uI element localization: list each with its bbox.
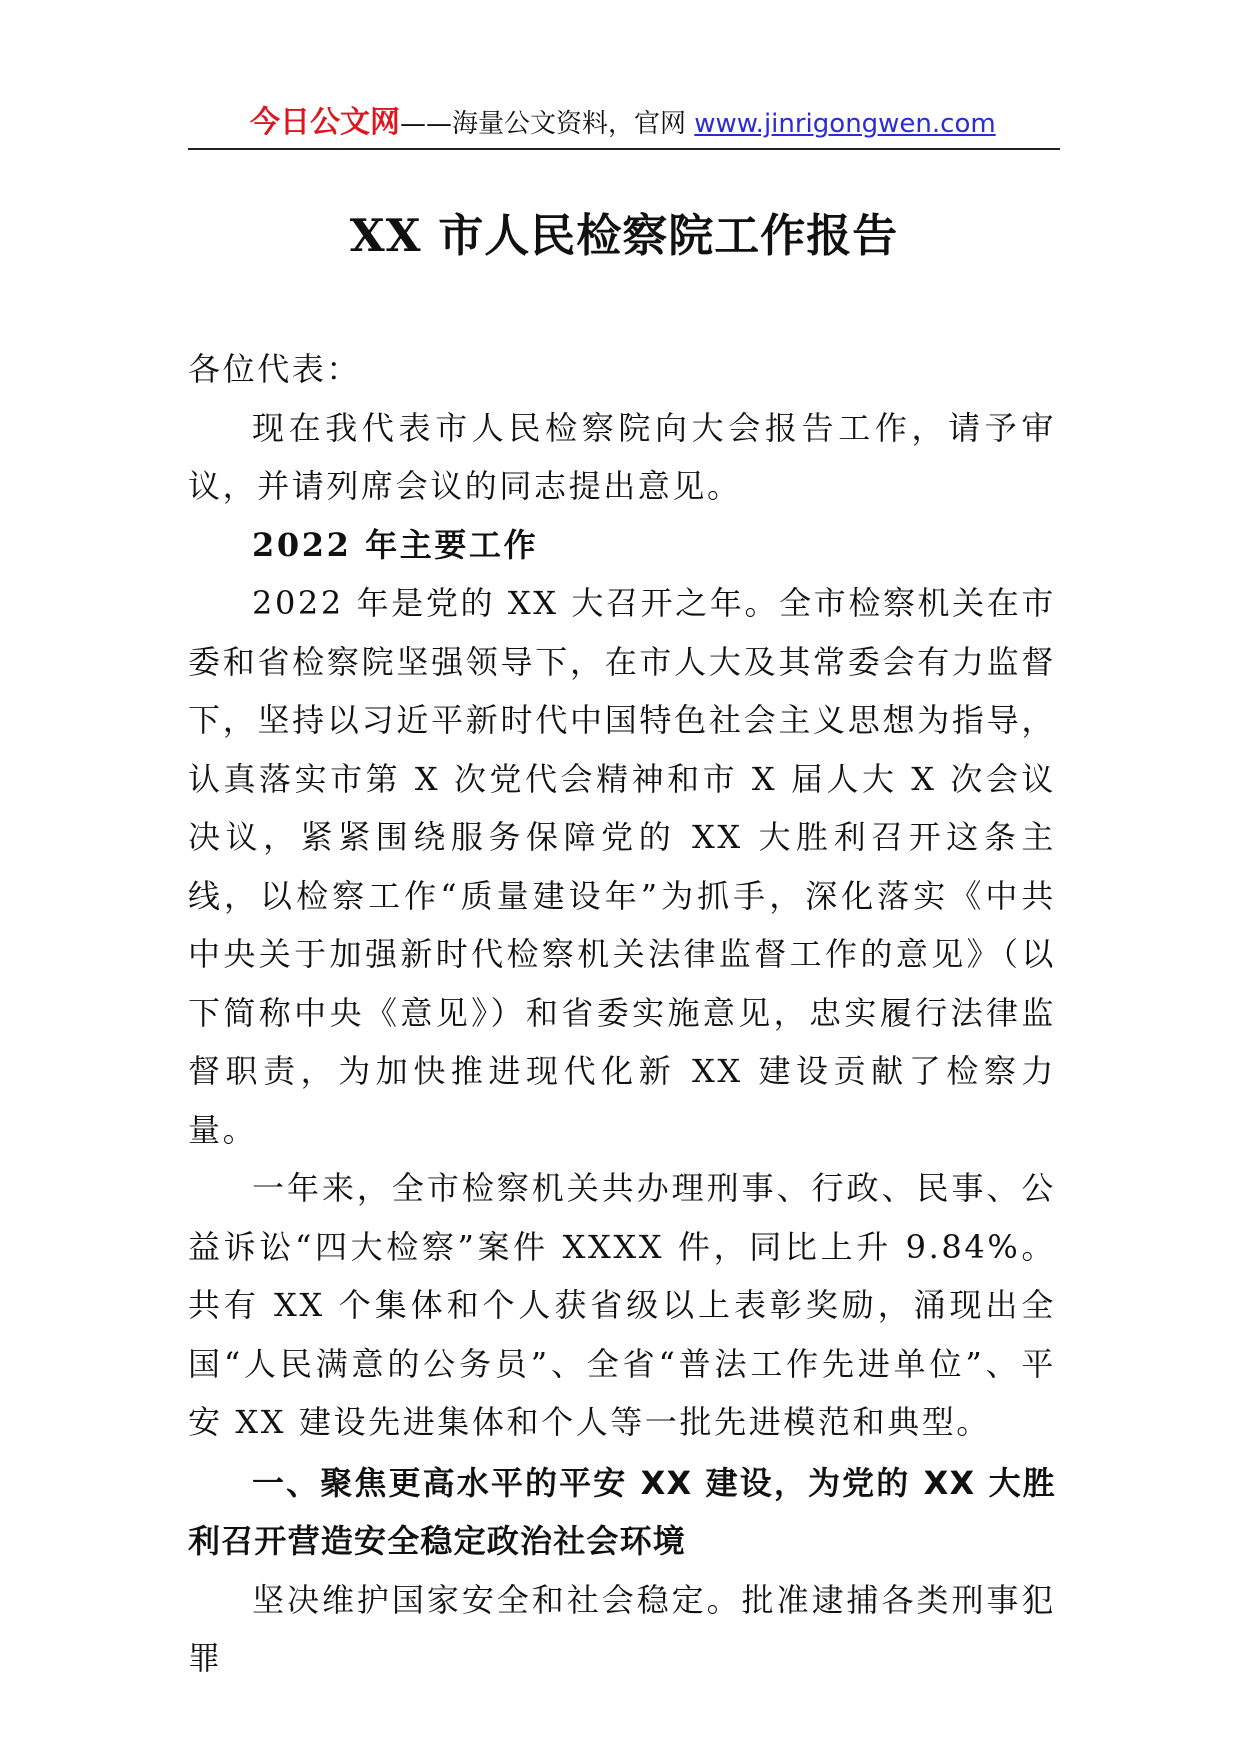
- page-header: [188, 96, 1060, 148]
- document-body: [188, 340, 1056, 1688]
- sub-heading: 2022 年主要工作: [252, 525, 539, 564]
- intro-paragraph: 现在我代表市人民检察院向大会报告工作，请予审议，并请列席会议的同志提出意见。: [188, 408, 1056, 505]
- header-tagline: ——海量公文资料，官网: [400, 109, 695, 139]
- paragraph-1: 2022 年是党的 XX 大召开之年。全市检察机关在市委和省检察院坚强领导下，在市人大及其常委会有力监督下，坚持以习近平新时代中国特色社会主义思想为指导，认真落实市第 X 次党代会精神和市 X 届人大 X 次会议决议，紧紧围绕服务保障党的 XX 大胜利召开这条主线，以检察工作“质量建设年”为抓手，深化落实《中共中央关于加强新时代检察机关法律监督工作的意见》（以下简称中央《意见》）和省委实施意见，忠实履行法律监督职责，为加快推进现代化新 XX 建设贡献了检察力量。: [188, 584, 1056, 1149]
- website-link[interactable]: www.jinrigongwen.com: [694, 109, 996, 139]
- document-title: XX 市人民检察院工作报告: [349, 209, 899, 262]
- section-1-heading: 一、聚焦更高水平的平安 XX 建设，为党的 XX 大胜利召开营造安全稳定政治社会环境: [188, 1463, 1056, 1560]
- salutation: 各位代表：: [188, 350, 362, 388]
- header-divider: [188, 148, 1060, 150]
- paragraph-3: 坚决维护国家安全和社会稳定。批准逮捕各类刑事犯罪: [188, 1580, 1056, 1677]
- header-text: [250, 106, 996, 141]
- paragraph-2: 一年来，全市检察机关共办理刑事、行政、民事、公益诉讼“四大检察”案件 XXXX 件，同比上升 9.84%。共有 XX 个集体和个人获省级以上表彰奖励，涌现出全国“人民满意的公务员”、全省“普法工作先进单位”、平安 XX 建设先进集体和个人等一批先进模范和典型。: [188, 1169, 1056, 1441]
- brand-name: 今日公文网: [250, 105, 400, 140]
